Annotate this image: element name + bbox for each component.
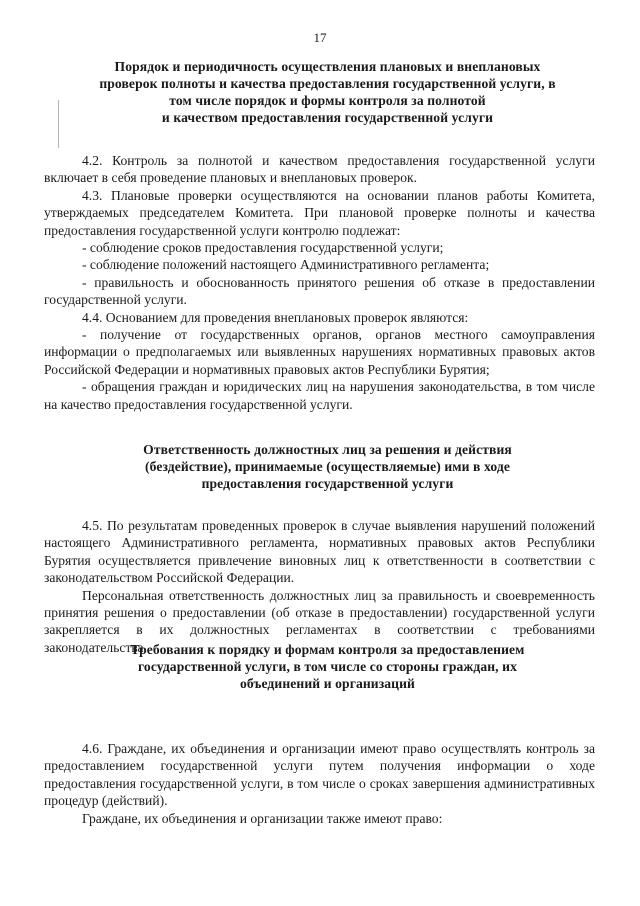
- list-item: - обращения граждан и юридических лиц на нарушения законодательства, в том числе на качество предоставления государственной услуги.: [44, 379, 595, 412]
- paragraph-personal-responsibility: Персональная ответственность должностных лиц за правильность и своевременность принятия решения о предоставлении (об отказе в предоставлении) государственной услуги закрепляется в их должностных регламентах в соответствии с требованиями законодательства.: [44, 587, 595, 655]
- heading-line: Требования к порядку и формам контроля за предоставлением: [130, 642, 525, 657]
- heading-line: том числе порядок и формы контроля за полнотой: [169, 93, 486, 108]
- section-heading-control-requirements: [60, 641, 595, 692]
- heading-line: объединений и организаций: [240, 676, 415, 691]
- heading-line: и качеством предоставления государственной услуги: [161, 110, 494, 125]
- paragraph-4-4: 4.4. Основанием для проведения внеплановых проверок являются:: [82, 309, 469, 325]
- paragraph-4-5: 4.5. По результатам проведенных проверок в случае выявления нарушений положений настоящего Административного регламента, нормативных правовых актов Республики Бурятия осуществляется привлечение виновных лиц к ответственности в соответствии с законодательством Российской Федерации.: [44, 518, 595, 586]
- paragraph-citizens-rights: Граждане, их объединения и организации также имеют право:: [82, 810, 443, 826]
- paragraph-4-3: 4.3. Плановые проверки осуществляются на основании планов работы Комитета, утверждаемых председателем Комитета. При плановой проверке полноты и качества предоставления государственной услуги контролю подлежат:: [44, 187, 595, 238]
- section-body-control-requirements: [44, 740, 595, 827]
- heading-line: государственной услуги, в том числе со стороны граждан, их: [138, 659, 517, 674]
- list-item: - получение от государственных органов, органов местного самоуправления информации о предполагаемых или выявленных нарушениях нормативных правовых актов Российской Федерации и нормативных правовых актов Республики Бурятия;: [44, 327, 595, 377]
- section-heading-control-procedure: [60, 58, 595, 126]
- heading-line: предоставления государственной услуги: [201, 476, 454, 491]
- scan-artifact-line: [58, 100, 59, 148]
- paragraph-4-2: 4.2. Контроль за полнотой и качеством предоставления государственной услуги включает в себя проведение плановых и внеплановых проверок.: [44, 153, 595, 186]
- heading-line: (бездействие), принимаемые (осуществляемые) ими в ходе: [145, 459, 510, 474]
- heading-line: Ответственность должностных лиц за решения и действия: [143, 442, 512, 457]
- list-item: - правильность и обоснованность принятого решения об отказе в предоставлении государственной услуги.: [44, 274, 595, 308]
- section-heading-responsibility: [60, 441, 595, 492]
- page-number: 17: [313, 30, 327, 45]
- section-body-control-procedure: [44, 152, 595, 413]
- section-body-responsibility: [44, 517, 595, 656]
- list-item: - соблюдение сроков предоставления государственной услуги;: [82, 240, 444, 256]
- list-item: - соблюдение положений настоящего Административного регламента;: [82, 257, 490, 273]
- heading-line: Порядок и периодичность осуществления плановых и внеплановых: [114, 59, 541, 74]
- paragraph-4-6: 4.6. Граждане, их объединения и организации имеют право осуществлять контроль за предоставлением государственной услуги путем получения информации о ходе предоставления государственной услуги, в том числе о сроках завершения административных процедур (действий).: [44, 741, 595, 809]
- heading-line: проверок полноты и качества предоставления государственной услуги, в: [99, 76, 556, 91]
